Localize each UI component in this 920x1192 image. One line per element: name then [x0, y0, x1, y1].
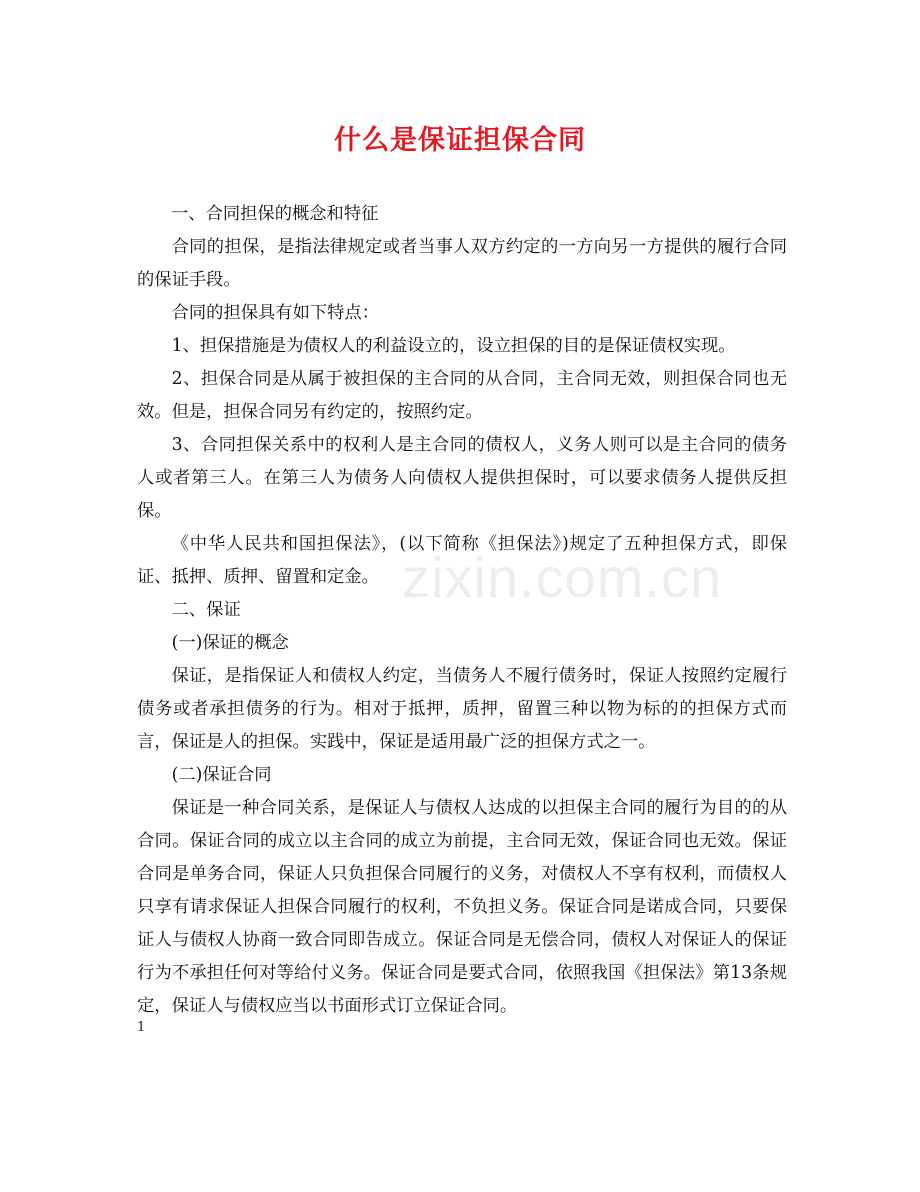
section-heading-1: 一、合同担保的概念和特征 [171, 204, 379, 224]
paragraph-guarantee-contract: 保证是一种合同关系，是保证人与债权人达成的以担保主合同的履行为目的的从合同。保证合同的成立以主合同的成立为前提，主合同无效，保证合同也无效。保证合同是单务合同，保证人只负担保合同履行的义务，对债权人不享有权利，而债权人只享有请求保证人担保合同履行的权利，不负担义务。保证合同是诺成合同，只要保证人与债权人协商一致合同即告成立。保证合同是无偿合同，债权人对保证人的保证行为不承担任何对等给付义务。保证合同是要式合同，依照我国《担保法》第13条规定，保证人与债权应当以书面形式订立保证合同。 [137, 798, 787, 1016]
paragraph-guarantee-law: 《中华人民共和国担保法》，(以下简称《担保法》)规定了五种担保方式，即保证、抵押、质押、留置和定金。 [137, 534, 787, 587]
paragraph-guarantee-concept: 保证，是指保证人和债权人约定，当债务人不履行债务时，保证人按照约定履行债务或者承担债务的行为。相对于抵押，质押，留置三种以物为标的的担保方式而言，保证是人的担保。实践中，保证是适用最广泛的担保方式之一。 [137, 666, 787, 752]
subheading-concept: (一)保证的概念 [171, 633, 289, 653]
watermark: zixin.com.cn [402, 546, 723, 609]
subheading-contract: (二)保证合同 [171, 765, 272, 785]
page-title: 什么是保证担保合同 [334, 125, 586, 156]
paragraph-definition: 合同的担保，是指法律规定或者当事人双方约定的一方向另一方提供的履行合同的保证手段。 [137, 237, 787, 290]
paragraph-feature-2: 2、担保合同是从属于被担保的主合同的从合同，主合同无效，则担保合同也无效。但是，担保合同另有约定的，按照约定。 [137, 369, 787, 422]
paragraph-feature-3: 3、合同担保关系中的权利人是主合同的债权人，义务人则可以是主合同的债务人或者第三人。在第三人为债务人向债权人提供担保时，可以要求债务人提供反担保。 [137, 435, 787, 521]
section-heading-2: 二、保证 [171, 600, 241, 620]
page-number: 1 [137, 1020, 146, 1035]
paragraph-feature-1: 1、担保措施是为债权人的利益设立的，设立担保的目的是保证债权实现。 [171, 336, 736, 356]
paragraph-features-intro: 合同的担保具有如下特点： [171, 303, 379, 323]
document-body [137, 198, 787, 1023]
